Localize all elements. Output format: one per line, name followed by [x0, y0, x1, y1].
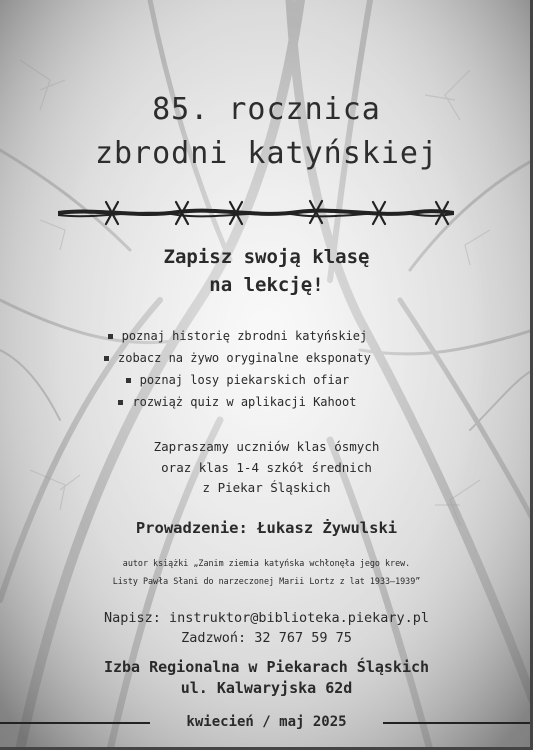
event-date: kwiecień / maj 2025	[186, 714, 347, 730]
venue-line-2: ul. Kalwaryjska 62d	[180, 679, 353, 697]
invitation-line-1: Zapraszamy uczniów klas ósmych	[153, 439, 380, 454]
cta-line-1: Zapisz swoją klasę	[163, 246, 370, 268]
venue-line-1: Izba Regionalna w Piekarach Śląskich	[103, 658, 430, 676]
bullet-text: rozwiąż quiz w aplikacji Kahoot	[132, 395, 357, 409]
email-line[interactable]: Napisz: instruktor@biblioteka.piekary.pl	[103, 610, 430, 626]
invitation-line-3: z Piekar Śląskich	[202, 480, 331, 495]
title-line-1: 85. rocznica	[152, 92, 381, 127]
author-line-1: autor książki „Zanim ziemia katyńska wchłonęła jego krew.	[122, 558, 411, 568]
invitation-line-2: oraz klas 1-4 szkół średnich	[161, 459, 372, 475]
cta-line-2: na lekcję!	[209, 274, 324, 296]
bullet-text: zobacz na żywo oryginalne eksponaty	[118, 351, 371, 365]
bullet-text: poznaj losy piekarskich ofiar	[139, 373, 350, 387]
lead-instructor: Prowadzenie: Łukasz Żywulski	[135, 519, 398, 537]
title-line-2: zbrodni katyńskiej	[94, 136, 439, 171]
author-line-2: Listy Pawła Słani do narzeczonej Marii Lortz z lat 1933–1939”	[112, 575, 421, 586]
bullet-text: poznaj historię zbrodni katyńskiej	[121, 329, 368, 343]
phone-line[interactable]: Zadzwoń: 32 767 59 75	[181, 629, 352, 646]
